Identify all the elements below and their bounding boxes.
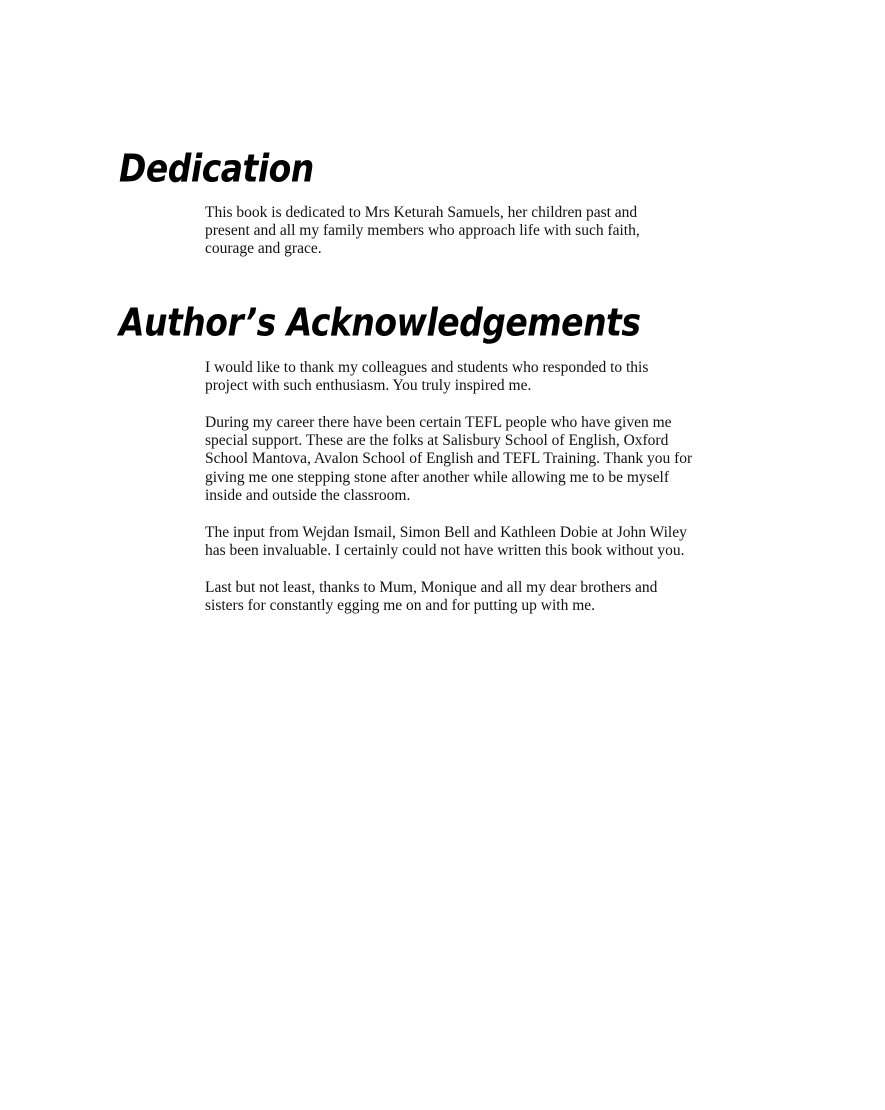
- acknowledgements-paragraph-3: [205, 524, 687, 560]
- dedication-heading: Dedication: [119, 146, 314, 191]
- text-line: sisters for constantly egging me on and for putting up with me.: [205, 597, 596, 615]
- text-line: special support. These are the folks at Salisbury School of English, Oxford: [205, 432, 669, 450]
- text-line: During my career there have been certain TEFL people who have given me: [205, 414, 672, 431]
- acknowledgements-paragraph-1: [205, 359, 648, 395]
- text-line: courage and grace.: [205, 240, 322, 258]
- text-line: The input from Wejdan Ismail, Simon Bell and Kathleen Dobie at John Wiley: [205, 524, 687, 541]
- text-line: School Mantova, Avalon School of English and TEFL Training. Thank you for: [205, 450, 693, 468]
- acknowledgements-paragraph-2: [205, 414, 692, 505]
- acknowledgements-heading: Author’s Acknowledgements: [119, 300, 641, 345]
- text-line: Last but not least, thanks to Mum, Monique and all my dear brothers and: [205, 579, 658, 596]
- text-line: has been invaluable. I certainly could not have written this book without you.: [205, 542, 685, 560]
- acknowledgements-paragraph-4: [205, 579, 657, 615]
- dedication-text: [205, 204, 640, 259]
- text-line: present and all my family members who approach life with such faith,: [205, 222, 640, 240]
- text-line: project with such enthusiasm. You truly inspired me.: [205, 377, 532, 395]
- text-line: I would like to thank my colleagues and students who responded to this: [205, 359, 649, 376]
- text-line: This book is dedicated to Mrs Keturah Samuels, her children past and: [205, 204, 638, 221]
- text-line: inside and outside the classroom.: [205, 486, 411, 504]
- text-line: giving me one stepping stone after another while allowing me to be myself: [205, 468, 670, 486]
